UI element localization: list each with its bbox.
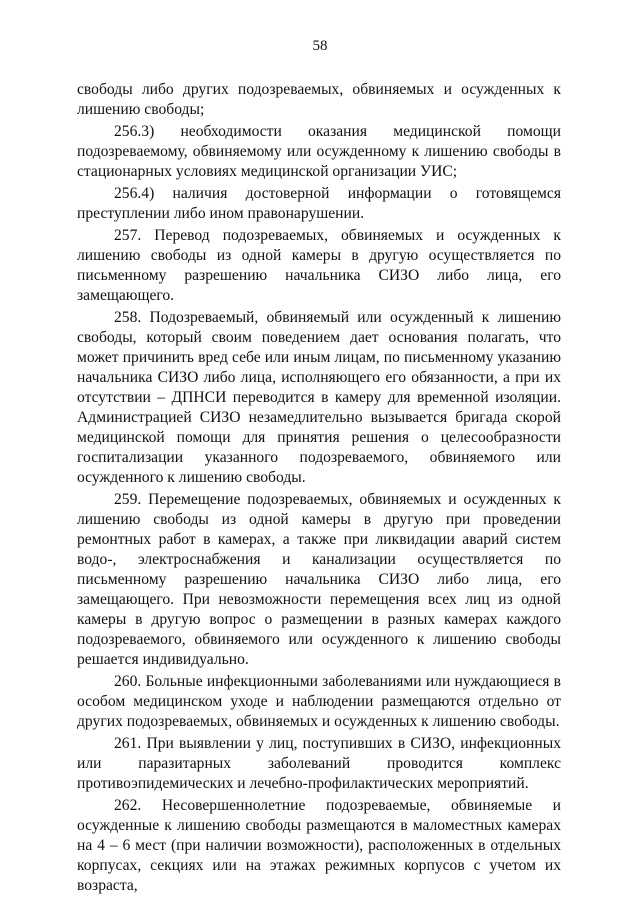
page-number: 58: [312, 38, 328, 54]
paragraph-261: 261. При выявлении у лиц, поступивших в СИЗО, инфекционных или паразитарных заболеваний проводится комплекс противоэпидемических и лечебно-профилактических мероприятий.: [77, 735, 561, 792]
paragraph-259: 259. Перемещение подозреваемых, обвиняемых и осужденных к лишению свободы из одной камеры в другую при проведении ремонтных работ в камерах, а также при ликвидации аварий систем водо-, электроснабжения и канализации осуществляется по письменному разрешению начальника СИЗО либо лица, его замещающего. При невозможности перемещения всех лиц из одной камеры в другую вопрос о размещении в разных камерах каждого подозреваемого, обвиняемого или осужденного к лишению свободы решается индивидуально.: [77, 491, 561, 668]
paragraph-256-3: 256.3) необходимости оказания медицинской помощи подозреваемому, обвиняемому или осужденному к лишению свободы в стационарных условиях медицинской организации УИС;: [77, 123, 561, 180]
paragraph-260: 260. Больные инфекционными заболеваниями или нуждающиеся в особом медицинском уходе и наблюдении размещаются отдельно от других подозреваемых, обвиняемых и осужденных к лишению свободы.: [77, 673, 561, 730]
paragraph-continuation: свободы либо других подозреваемых, обвиняемых и осужденных к лишению свободы;: [77, 81, 561, 118]
paragraph-257: 257. Перевод подозреваемых, обвиняемых и осужденных к лишению свободы из одной камеры в другую осуществляется по письменному разрешению начальника СИЗО либо лица, его замещающего.: [77, 227, 561, 304]
paragraph-262: 262. Несовершеннолетние подозреваемые, обвиняемые и осужденные к лишению свободы размещаются в маломестных камерах на 4 – 6 мест (при наличии возможности), расположенных в отдельных корпусах, секциях или на этажах режимных корпусов с учетом их возраста,: [77, 797, 561, 894]
paragraph-256-4: 256.4) наличия достоверной информации о готовящемся преступлении либо ином правонарушении.: [77, 185, 561, 222]
document-body: [77, 80, 561, 898]
paragraph-258: 258. Подозреваемый, обвиняемый или осужденный к лишению свободы, который своим поведением дает основания полагать, что может причинить вред себе или иным лицам, по письменному указанию начальника СИЗО либо лица, исполняющего его обязанности, а при их отсутствии – ДПНСИ переводится в камеру для временной изоляции. Администрацией СИЗО незамедлительно вызывается бригада скорой медицинской помощи для принятия решения о целесообразности госпитализации указанного подозреваемого, обвиняемого или осужденного к лишению свободы.: [77, 309, 561, 486]
